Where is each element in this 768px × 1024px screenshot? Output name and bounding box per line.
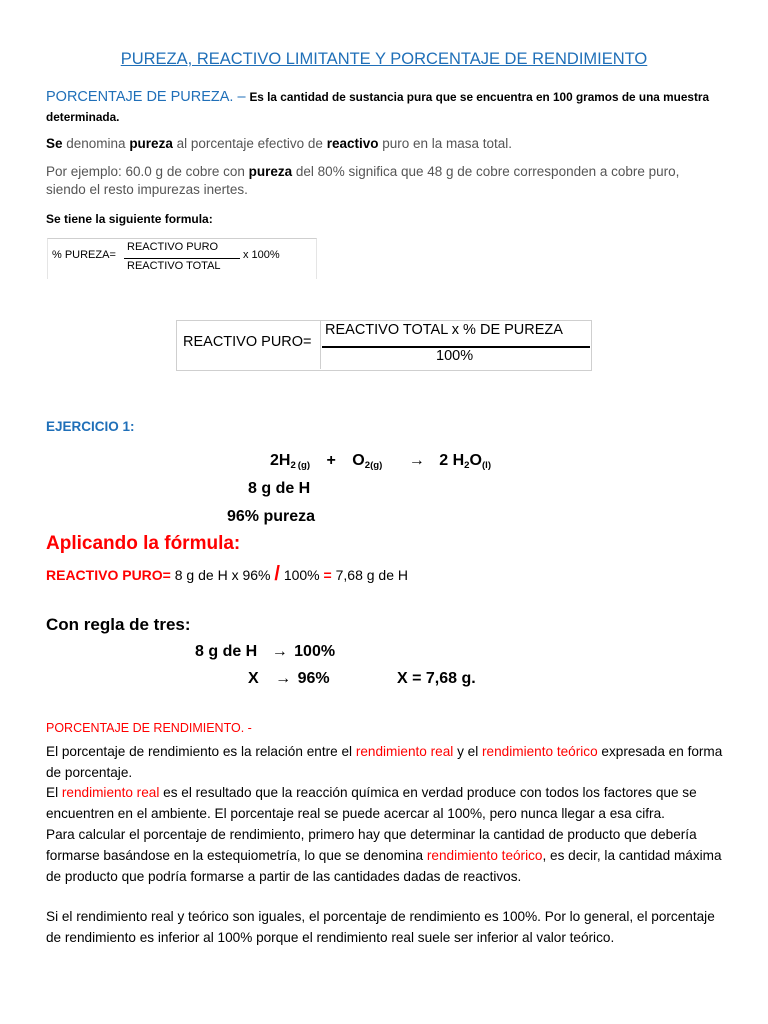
formula1-left: % PUREZA= bbox=[52, 249, 116, 261]
page-title-text: PUREZA, REACTIVO LIMITANTE Y PORCENTAJE DE RENDIMIENTO bbox=[120, 50, 648, 68]
formula1-fraction-line bbox=[124, 258, 240, 259]
rule1-arrow-icon: → bbox=[271, 643, 288, 660]
formula2-denominator: 100% bbox=[436, 348, 474, 364]
pureza-example-l2: siendo el resto impurezas inertes. bbox=[46, 182, 248, 197]
calc-label: REACTIVO PURO= bbox=[46, 567, 171, 583]
pureza-line2-text3: puro en la masa total. bbox=[378, 136, 513, 151]
calc-result: 7,68 g de H bbox=[331, 567, 408, 583]
pureza-line2-text1: denomina bbox=[62, 136, 130, 151]
p3-rendimiento-teorico: rendimiento teórico bbox=[426, 848, 543, 863]
ejercicio-purity: 96% pureza bbox=[227, 508, 316, 525]
pureza-definition-l2: determinada. bbox=[46, 110, 120, 124]
ejercicio-mass: 8 g de H bbox=[248, 480, 311, 497]
rule2-result: X = 7,68 g. bbox=[397, 670, 476, 687]
eq-o2-state: (g) bbox=[370, 460, 383, 471]
eq-h2o-a: 2 H bbox=[439, 452, 465, 469]
pureza-line2 bbox=[46, 136, 512, 151]
pureza-example-pureza: pureza bbox=[248, 164, 293, 179]
p2-a: El bbox=[46, 785, 62, 800]
rendimiento-p1 bbox=[46, 741, 726, 783]
pureza-definition-l1: Es la cantidad de sustancia pura que se encuentra en 100 gramos de una muestra bbox=[249, 90, 710, 104]
pureza-line2-se: Se bbox=[46, 136, 63, 151]
eq-o2: O bbox=[352, 452, 365, 469]
pureza-heading-line bbox=[46, 88, 709, 105]
p1-rendimiento-real: rendimiento real bbox=[355, 744, 454, 759]
rule2-left: X bbox=[248, 670, 259, 687]
calc-b: 100% bbox=[279, 567, 324, 583]
formula2-left: REACTIVO PURO= bbox=[183, 334, 312, 350]
calc-a: 8 g de H x 96% bbox=[170, 567, 275, 583]
rendimiento-p4: Si el rendimiento real y teórico son iguales, el porcentaje de rendimiento es 100%. Por lo general, el porcentaje de rendimiento es inferior al 100% porque el rendimiento real suele ser inferior al valor teórico. bbox=[46, 909, 715, 945]
chemical-equation bbox=[270, 452, 491, 471]
pureza-example-a: Por ejemplo: 60.0 g de cobre con bbox=[46, 164, 249, 179]
rule1-right: 100% bbox=[294, 643, 336, 660]
formula-intro: Se tiene la siguiente formula: bbox=[46, 212, 213, 226]
rendimiento-p3 bbox=[46, 824, 726, 887]
eq-h2o-state: (l) bbox=[481, 460, 492, 471]
rule1-left: 8 g de H bbox=[195, 643, 258, 660]
p2-c: es el resultado que la reacción química en verdad produce con todos los factores que se encuentren en el ambiente. El porcentaje real se puede acercar al 100%, pero nunca llegar a esa cifra. bbox=[46, 785, 697, 821]
page-title bbox=[0, 50, 768, 69]
formula2-divider bbox=[320, 320, 321, 369]
rule-heading: Con regla de tres: bbox=[46, 615, 191, 634]
formula2-numerator: REACTIVO TOTAL x % DE PUREZA bbox=[325, 322, 563, 338]
eq-h2-sub: 2 bbox=[290, 460, 296, 471]
p1-a: El porcentaje de rendimiento es la relación entre el bbox=[46, 744, 356, 759]
pureza-line2-reactivo: reactivo bbox=[326, 136, 379, 151]
rendimiento-heading: PORCENTAJE DE RENDIMIENTO. - bbox=[46, 721, 252, 735]
calc-slash: / bbox=[274, 563, 280, 585]
rule2-right: 96% bbox=[297, 670, 330, 687]
eq-h2: 2H bbox=[270, 452, 291, 469]
eq-o2-sub: 2 bbox=[364, 460, 371, 471]
p3-a: Para calcular el porcentaje de rendimiento, primero hay que determinar la cantidad de producto que debería formarse basándose en la estequiometría, lo que se denomina bbox=[46, 827, 697, 863]
pureza-example-c: del 80% significa que 48 g de cobre corresponden a cobre puro, bbox=[292, 164, 680, 179]
pureza-line2-text2: al porcentaje efectivo de bbox=[172, 136, 327, 151]
eq-h2o-sub: 2 bbox=[464, 460, 470, 471]
calc-line bbox=[46, 563, 408, 586]
p1-rendimiento-teorico: rendimiento teórico bbox=[482, 744, 598, 759]
p3-c: , es decir, la cantidad máxima de producto que podría formarse a partir de las cantidades dadas de reactivos. bbox=[46, 848, 722, 884]
apply-heading: Aplicando la fórmula: bbox=[46, 533, 241, 554]
pureza-heading: PORCENTAJE DE PUREZA. – bbox=[46, 89, 246, 105]
eq-h2o-b: O bbox=[469, 452, 482, 469]
eq-plus: + bbox=[326, 452, 336, 469]
eq-arrow-icon: → bbox=[408, 452, 425, 469]
p1-c: y el bbox=[453, 744, 483, 759]
ejercicio-heading: EJERCICIO 1: bbox=[46, 419, 135, 434]
formula1-right: x 100% bbox=[243, 249, 280, 261]
pureza-example-l1 bbox=[46, 164, 679, 179]
rule-line2 bbox=[248, 670, 330, 688]
p2-rendimiento-real: rendimiento real bbox=[61, 785, 160, 800]
formula1-numerator: REACTIVO PURO bbox=[127, 241, 219, 253]
rule2-arrow-icon: → bbox=[275, 670, 292, 687]
rule-line1 bbox=[195, 643, 335, 661]
formula1-denominator: REACTIVO TOTAL bbox=[127, 260, 221, 272]
p1-e: expresada en forma de porcentaje. bbox=[46, 744, 723, 780]
eq-h2-state: (g) bbox=[297, 460, 311, 471]
calc-equals: = bbox=[323, 567, 332, 583]
rendimiento-p2 bbox=[46, 782, 726, 824]
pureza-line2-pureza: pureza bbox=[129, 136, 173, 151]
